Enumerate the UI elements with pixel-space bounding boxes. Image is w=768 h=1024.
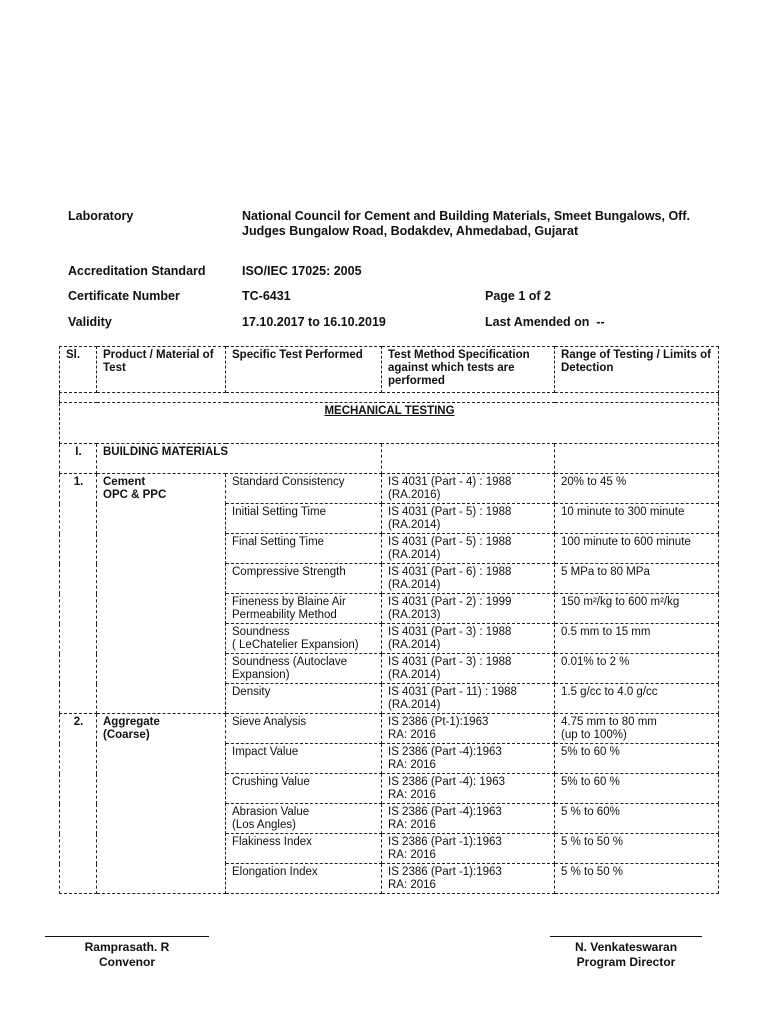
test-range: 1.5 g/cc to 4.0 g/cc (555, 684, 719, 714)
header-sl: Sl. (60, 347, 97, 393)
test-name: Compressive Strength (226, 564, 382, 594)
table-row (60, 714, 719, 744)
test-range: 5 MPa to 80 MPa (555, 564, 719, 594)
test-range: 20% to 45 % (555, 474, 719, 504)
test-method: IS 4031 (Part - 11) : 1988 (RA.2014) (382, 684, 555, 714)
product-name: Cement OPC & PPC (97, 474, 226, 714)
product-name: Aggregate (Coarse) (97, 714, 226, 894)
laboratory-label: Laboratory (68, 209, 134, 223)
test-name: Flakiness Index (226, 834, 382, 864)
signatory-name-right: N. Venkateswaran (574, 940, 678, 954)
signature-left (45, 936, 209, 970)
test-name: Elongation Index (226, 864, 382, 894)
signatory-name-left: Ramprasath. R (84, 940, 170, 954)
table-header-row (60, 347, 719, 393)
test-name: Soundness (Autoclave Expansion) (226, 654, 382, 684)
test-range: 0.5 mm to 15 mm (555, 624, 719, 654)
scope-table (59, 346, 719, 894)
signature-line-right (550, 936, 702, 937)
test-method: IS 4031 (Part - 2) : 1999 (RA.2013) (382, 594, 555, 624)
test-method: IS 2386 (Pt-1):1963 RA: 2016 (382, 714, 555, 744)
standard-value: ISO/IEC 17025: 2005 (242, 264, 362, 278)
signatory-role-right: Program Director (576, 955, 676, 969)
test-range: 10 minute to 300 minute (555, 504, 719, 534)
test-range: 100 minute to 600 minute (555, 534, 719, 564)
test-range: 5% to 60 % (555, 774, 719, 804)
test-method: IS 2386 (Part -1):1963 RA: 2016 (382, 834, 555, 864)
page-number: Page 1 of 2 (485, 289, 551, 303)
item-number: 1. (60, 474, 97, 714)
standard-label: Accreditation Standard (68, 264, 206, 278)
test-name: Impact Value (226, 744, 382, 774)
test-range: 4.75 mm to 80 mm (up to 100%) (555, 714, 719, 744)
test-method: IS 2386 (Part -4):1963 RA: 2016 (382, 744, 555, 774)
test-method: IS 4031 (Part - 3) : 1988 (RA.2014) (382, 624, 555, 654)
section-title: MECHANICAL TESTING (324, 405, 455, 417)
test-name: Initial Setting Time (226, 504, 382, 534)
test-name: Final Setting Time (226, 534, 382, 564)
test-method: IS 2386 (Part -1):1963 RA: 2016 (382, 864, 555, 894)
test-name: Sieve Analysis (226, 714, 382, 744)
test-method: IS 4031 (Part - 4) : 1988 (RA.2016) (382, 474, 555, 504)
header-test: Specific Test Performed (226, 347, 382, 393)
signature-line-left (45, 936, 209, 937)
test-range: 5% to 60 % (555, 744, 719, 774)
item-number: 2. (60, 714, 97, 894)
validity-value: 17.10.2017 to 16.10.2019 (242, 315, 386, 329)
certificate-value: TC-6431 (242, 289, 291, 303)
test-name: Standard Consistency (226, 474, 382, 504)
test-range: 5 % to 60% (555, 804, 719, 834)
test-range: 5 % to 50 % (555, 864, 719, 894)
signature-right (550, 936, 702, 970)
test-range: 150 m²/kg to 600 m²/kg (555, 594, 719, 624)
test-name: Crushing Value (226, 774, 382, 804)
table-row (60, 474, 719, 504)
test-method: IS 4031 (Part - 5) : 1988 (RA.2014) (382, 504, 555, 534)
test-range: 0.01% to 2 % (555, 654, 719, 684)
header-range: Range of Testing / Limits of Detection (555, 347, 719, 393)
test-name: Fineness by Blaine Air Permeability Method (226, 594, 382, 624)
header-product: Product / Material of Test (97, 347, 226, 393)
last-amended: Last Amended on -- (485, 315, 605, 329)
test-method: IS 2386 (Part -4): 1963 RA: 2016 (382, 774, 555, 804)
group-number: I. (60, 444, 97, 474)
test-method: IS 2386 (Part -4):1963 RA: 2016 (382, 804, 555, 834)
test-range: 5 % to 50 % (555, 834, 719, 864)
group-name: BUILDING MATERIALS (97, 444, 382, 474)
signatory-role-left: Convenor (98, 955, 155, 969)
test-name: Soundness ( LeChatelier Expansion) (226, 624, 382, 654)
validity-label: Validity (68, 315, 112, 329)
test-method: IS 4031 (Part - 5) : 1988 (RA.2014) (382, 534, 555, 564)
header-method: Test Method Specification against which tests are performed (382, 347, 555, 393)
group-row (60, 444, 719, 474)
test-name: Abrasion Value (Los Angles) (226, 804, 382, 834)
test-method: IS 4031 (Part - 3) : 1988 (RA.2014) (382, 654, 555, 684)
section-row (60, 403, 719, 444)
spacer-row (60, 393, 719, 403)
test-name: Density (226, 684, 382, 714)
test-method: IS 4031 (Part - 6) : 1988 (RA.2014) (382, 564, 555, 594)
laboratory-value: National Council for Cement and Building Materials, Smeet Bungalows, Off. Judges Bungalow Road, Bodakdev, Ahmedabad, Gujarat (242, 209, 690, 238)
certificate-label: Certificate Number (68, 289, 180, 303)
